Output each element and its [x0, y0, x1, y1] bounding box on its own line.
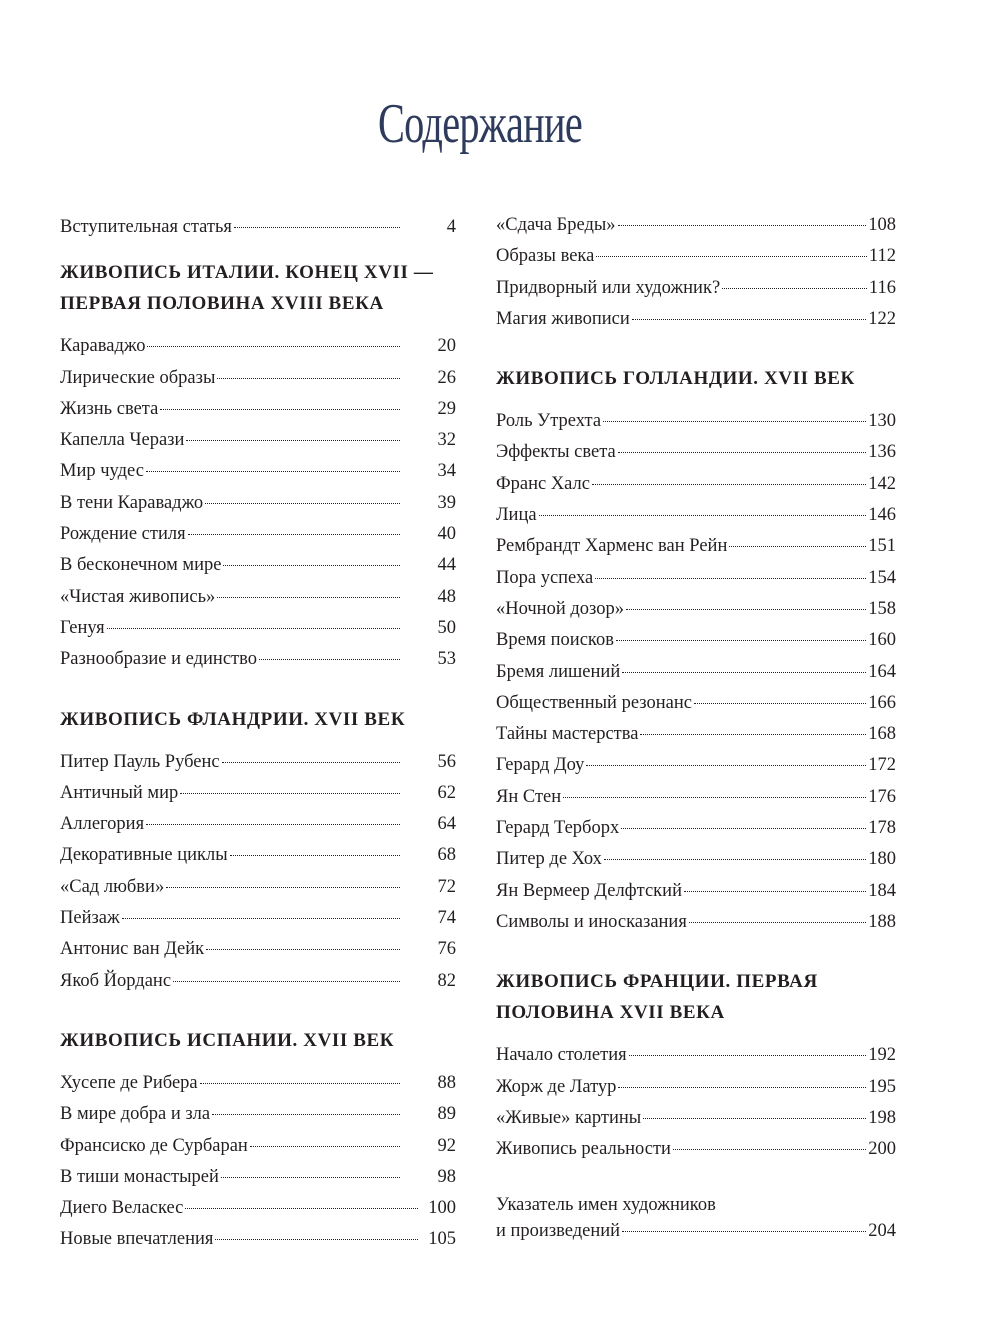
- dot-leader: [185, 1207, 418, 1209]
- section-heading: [60, 704, 456, 735]
- toc-entry-label: В тени Караваджо: [60, 492, 204, 513]
- toc-entry-label: Хусепе де Рибера: [60, 1072, 198, 1093]
- dot-leader: [604, 858, 866, 860]
- toc-entry-label: Лирические образы: [60, 367, 216, 388]
- toc-entry[interactable]: [496, 782, 896, 813]
- toc-entry[interactable]: [496, 844, 896, 875]
- toc-entry-label: «Сдача Бреды»: [496, 215, 616, 235]
- toc-entry-page: 151: [868, 536, 896, 557]
- toc-entry[interactable]: [496, 876, 896, 907]
- toc-entry-page: 180: [868, 849, 896, 870]
- dot-leader: [539, 514, 867, 516]
- toc-entry-label: «Чистая живопись»: [60, 586, 216, 607]
- dot-leader: [186, 439, 400, 441]
- toc-entry[interactable]: [496, 719, 896, 750]
- toc-entry-page: 200: [868, 1139, 896, 1160]
- toc-entry[interactable]: [496, 304, 896, 335]
- toc-entry[interactable]: [496, 594, 896, 625]
- toc-entry-page: 40: [437, 524, 456, 545]
- toc-entry-label: Франсиско де Сурбаран: [60, 1135, 248, 1156]
- toc-entry-page: 142: [868, 473, 896, 494]
- toc-entry-page: 20: [437, 336, 456, 357]
- toc-entry-label: В тиши монастырей: [60, 1166, 219, 1187]
- toc-entry-page: 56: [437, 751, 456, 772]
- toc-entry-page: 154: [868, 567, 896, 588]
- dot-leader: [173, 980, 400, 982]
- dot-leader: [122, 917, 400, 919]
- toc-entry-label: Антонис ван Дейк: [60, 939, 205, 960]
- toc-entry-label: «Ночной дозор»: [496, 598, 624, 619]
- toc-entry[interactable]: [496, 273, 896, 304]
- toc-entry[interactable]: [496, 241, 896, 272]
- toc-entry-label: Рембрандт Харменс ван Рейн: [496, 536, 728, 557]
- toc-entry-page: 158: [868, 598, 896, 619]
- dot-leader: [160, 408, 400, 410]
- toc-entry-label: Герард Терборх: [496, 818, 620, 839]
- dot-leader: [684, 890, 866, 892]
- dot-leader: [673, 1148, 866, 1150]
- toc-entry-label: Образы века: [496, 246, 595, 267]
- dot-leader: [603, 420, 866, 422]
- toc-entry-label: В мире добра и зла: [60, 1104, 211, 1125]
- toc-entry-page: 198: [868, 1107, 896, 1128]
- toc-entry-label: Новые впечатления: [60, 1229, 214, 1250]
- toc-entry-label: В бесконечном мире: [60, 555, 222, 576]
- toc-entry-label: Генуя: [60, 617, 105, 638]
- section-heading-line: ЖИВОПИСЬ ФЛАНДРИИ. XVII ВЕК: [60, 708, 406, 730]
- toc-entry-page: 44: [437, 555, 456, 576]
- toc-entry-label: Якоб Йорданс: [60, 970, 172, 991]
- toc-entry-page: 4: [446, 217, 456, 237]
- toc-entry-label: Пейзаж: [60, 908, 120, 929]
- toc-entry-label: «Сад любви»: [60, 876, 165, 897]
- dot-leader: [166, 886, 400, 888]
- toc-entry-page: 166: [868, 692, 896, 713]
- toc-entry[interactable]: [60, 747, 456, 778]
- section-heading: [60, 257, 456, 319]
- toc-entry-page: 26: [437, 367, 456, 388]
- toc-entry-label: Античный мир: [60, 782, 179, 803]
- toc-entry[interactable]: [496, 437, 896, 468]
- dot-leader: [146, 823, 400, 825]
- dot-leader: [217, 596, 400, 598]
- toc-entry[interactable]: [60, 903, 456, 934]
- toc-entry-label: Живопись реальности: [496, 1139, 671, 1160]
- toc-entry[interactable]: [496, 1103, 896, 1134]
- toc-entry-page: 76: [437, 939, 456, 960]
- toc-entry-page: 178: [868, 818, 896, 839]
- toc-entry-page: 89: [437, 1104, 456, 1125]
- toc-entry-label: Ян Стен: [496, 786, 562, 807]
- toc-entry[interactable]: [496, 1134, 896, 1165]
- toc-entry[interactable]: [496, 500, 896, 531]
- toc-entry[interactable]: [60, 425, 456, 456]
- right-sections: [496, 363, 896, 1165]
- dot-leader: [205, 502, 400, 504]
- section-heading: [60, 1025, 456, 1056]
- section-heading-line: ПОЛОВИНА XVII ВЕКА: [496, 1002, 725, 1024]
- dot-leader: [689, 921, 866, 923]
- toc-entry-page: 72: [437, 876, 456, 897]
- toc-entry-label: Разнообразие и единство: [60, 649, 257, 670]
- dot-leader: [592, 483, 866, 485]
- toc-entry[interactable]: [60, 778, 456, 809]
- toc-entry[interactable]: [60, 934, 456, 965]
- toc-entry-page: 62: [437, 782, 456, 803]
- toc-entry-page: 29: [437, 398, 456, 419]
- toc-entry-page: 112: [868, 246, 896, 267]
- toc-entry-label: Роль Утрехта: [496, 411, 602, 432]
- toc-entry[interactable]: [496, 563, 896, 594]
- dot-leader: [259, 658, 400, 660]
- dot-leader: [222, 761, 400, 763]
- toc-entry-page: 105: [428, 1229, 456, 1250]
- toc-entry[interactable]: [60, 872, 456, 903]
- toc-entry-label: Декоративные циклы: [60, 845, 228, 866]
- dot-leader: [640, 733, 866, 735]
- toc-entry-page: 98: [437, 1166, 456, 1187]
- dot-leader: [629, 1054, 867, 1056]
- section-heading-line: ЖИВОПИСЬ ГОЛЛАНДИИ. XVII ВЕК: [496, 368, 855, 390]
- dot-leader: [596, 255, 867, 257]
- toc-entry-page: 195: [868, 1076, 896, 1097]
- toc-entry-label: Жизнь света: [60, 398, 159, 419]
- toc-entry-label: Караваджо: [60, 336, 146, 357]
- toc-entry[interactable]: [60, 644, 456, 675]
- toc-entry-page: 108: [868, 215, 896, 235]
- toc-entry-label: Лица: [496, 505, 537, 526]
- toc-entry-intro[interactable]: [60, 212, 456, 243]
- dot-leader: [632, 318, 867, 320]
- toc-entry-page: 188: [868, 911, 896, 932]
- toc-entry-page: 100: [428, 1198, 456, 1219]
- toc-entry[interactable]: [496, 1040, 896, 1071]
- toc-entry[interactable]: [496, 406, 896, 437]
- toc-entry-page: 50: [437, 617, 456, 638]
- toc-entry-label: Тайны мастерства: [496, 724, 639, 745]
- toc-entry[interactable]: [60, 331, 456, 362]
- toc-entry-label: Пора успеха: [496, 567, 594, 588]
- dot-leader: [217, 377, 400, 379]
- toc-entry-label: Мир чудес: [60, 461, 144, 482]
- section-heading-line: ЖИВОПИСЬ ФРАНЦИИ. ПЕРВАЯ: [496, 971, 818, 993]
- toc-entry-label: Рождение стиля: [60, 524, 186, 545]
- dot-leader: [250, 1145, 400, 1147]
- toc-entry-label: Ян Вермеер Делфтский: [496, 880, 682, 901]
- toc-entry[interactable]: [496, 531, 896, 562]
- toc-entry-page: 39: [437, 492, 456, 513]
- toc-entry-label: Общественный резонанс: [496, 692, 692, 713]
- dot-leader: [618, 224, 867, 226]
- toc-left-column: [60, 212, 456, 1256]
- toc-entry-label: Вступительная статья: [60, 217, 232, 237]
- toc-entry[interactable]: [496, 210, 896, 241]
- toc-entry[interactable]: [60, 613, 456, 644]
- dot-leader: [212, 1113, 400, 1115]
- dot-leader: [622, 671, 866, 673]
- toc-entry[interactable]: [60, 840, 456, 871]
- toc-entry-label: Символы и иносказания: [496, 911, 687, 932]
- dot-leader: [147, 345, 400, 347]
- dot-leader: [595, 577, 866, 579]
- toc-entry[interactable]: [60, 1224, 456, 1255]
- toc-entry-page: 92: [437, 1135, 456, 1156]
- toc-entry-label: Жорж де Латур: [496, 1076, 617, 1097]
- toc-entry-page: 130: [868, 411, 896, 432]
- toc-entry-label: Питер де Хох: [496, 849, 602, 870]
- toc-entry[interactable]: [496, 907, 896, 938]
- toc-entry-label: Франс Халс: [496, 473, 590, 494]
- toc-entry[interactable]: [60, 550, 456, 581]
- toc-entry[interactable]: [60, 394, 456, 425]
- dot-leader: [230, 854, 400, 856]
- dot-leader: [622, 1230, 866, 1232]
- section-heading: [496, 363, 896, 394]
- toc-entry-page: 116: [868, 277, 896, 298]
- toc-entry-label-line2: и произведений: [496, 1221, 621, 1242]
- toc-entry-page: 184: [868, 880, 896, 901]
- toc-entry[interactable]: [60, 809, 456, 840]
- toc-entry-page: 32: [437, 430, 456, 451]
- toc-entry[interactable]: [496, 469, 896, 500]
- toc-entry-index[interactable]: [496, 1193, 896, 1245]
- toc-entry-page: 122: [868, 308, 896, 329]
- toc-entry-page: 176: [868, 786, 896, 807]
- toc-entry-label-line1: Указатель имен художников: [496, 1195, 716, 1216]
- toc-entry[interactable]: [60, 1162, 456, 1193]
- toc-entry-label: Магия живописи: [496, 308, 630, 329]
- toc-entry-page: 192: [868, 1045, 896, 1066]
- toc-entry-page: 164: [868, 661, 896, 682]
- toc-entry-page: 34: [437, 461, 456, 482]
- toc-entry-page: 136: [868, 442, 896, 463]
- dot-leader: [722, 287, 867, 289]
- toc-entry[interactable]: [496, 1072, 896, 1103]
- left-sections: [60, 257, 456, 1255]
- toc-entry-page: 68: [437, 845, 456, 866]
- toc-right-column: [496, 210, 896, 1245]
- dot-leader: [626, 608, 866, 610]
- dot-leader: [234, 226, 400, 228]
- section-heading-line: ЖИВОПИСЬ ИТАЛИИ. КОНЕЦ XVII —: [60, 262, 434, 284]
- toc-entry-label: Герард Доу: [496, 755, 585, 776]
- dot-leader: [221, 1176, 400, 1178]
- dot-leader: [643, 1117, 866, 1119]
- toc-entry[interactable]: [60, 582, 456, 613]
- toc-entry-label: Аллегория: [60, 814, 145, 835]
- toc-entry-label: Время поисков: [496, 630, 614, 651]
- toc-entry-label: «Живые» картины: [496, 1107, 642, 1128]
- toc-entry-page: 64: [437, 814, 456, 835]
- dot-leader: [180, 792, 400, 794]
- dot-leader: [107, 627, 400, 629]
- section-heading-line: ПЕРВАЯ ПОЛОВИНА XVIII ВЕКА: [60, 293, 384, 315]
- toc-entry[interactable]: [60, 1068, 456, 1099]
- toc-entry-line2: [496, 1218, 896, 1245]
- toc-entry-label: Диего Веласкес: [60, 1198, 184, 1219]
- dot-leader: [621, 827, 866, 829]
- toc-entry[interactable]: [60, 966, 456, 997]
- toc-entry[interactable]: [60, 488, 456, 519]
- dot-leader: [215, 1238, 418, 1240]
- dot-leader: [206, 948, 400, 950]
- toc-entry-label: Капелла Черази: [60, 430, 185, 451]
- toc-entry[interactable]: [60, 456, 456, 487]
- toc-entry-label: Эффекты света: [496, 442, 616, 463]
- toc-entry[interactable]: [496, 688, 896, 719]
- dot-leader: [200, 1082, 400, 1084]
- page-title: Содержание: [377, 93, 583, 155]
- toc-entry-page: 146: [868, 505, 896, 526]
- dot-leader: [223, 564, 400, 566]
- section-heading: [496, 966, 896, 1028]
- toc-entry[interactable]: [60, 363, 456, 394]
- toc-entry[interactable]: [496, 750, 896, 781]
- dot-leader: [729, 545, 866, 547]
- toc-entry-page: 82: [437, 970, 456, 991]
- right-continued-items: [496, 210, 896, 335]
- toc-entry-page: 48: [437, 586, 456, 607]
- toc-entry[interactable]: [60, 519, 456, 550]
- dot-leader: [618, 451, 867, 453]
- toc-entry-label: Начало столетия: [496, 1045, 627, 1066]
- toc-entry-page: 74: [437, 908, 456, 929]
- toc-entry-page: 160: [868, 630, 896, 651]
- dot-leader: [146, 470, 400, 472]
- toc-entry-page: 172: [868, 755, 896, 776]
- toc-entry[interactable]: [60, 1193, 456, 1224]
- dot-leader: [694, 702, 866, 704]
- toc-entry-label: Бремя лишений: [496, 661, 621, 682]
- toc-entry-page: 53: [437, 649, 456, 670]
- toc-entry-page: 204: [868, 1221, 896, 1242]
- dot-leader: [616, 639, 866, 641]
- dot-leader: [563, 796, 866, 798]
- toc-entry[interactable]: [60, 1131, 456, 1162]
- toc-entry[interactable]: [496, 625, 896, 656]
- toc-entry[interactable]: [496, 657, 896, 688]
- toc-entry[interactable]: [496, 813, 896, 844]
- toc-entry-page: 88: [437, 1072, 456, 1093]
- dot-leader: [188, 533, 400, 535]
- toc-entry[interactable]: [60, 1099, 456, 1130]
- toc-entry-label: Питер Пауль Рубенс: [60, 751, 220, 772]
- toc-entry-label: Придворный или художник?: [496, 277, 721, 298]
- section-heading-line: ЖИВОПИСЬ ИСПАНИИ. XVII ВЕК: [60, 1029, 395, 1051]
- toc-entry-page: 168: [868, 724, 896, 745]
- dot-leader: [618, 1086, 866, 1088]
- dot-leader: [586, 764, 866, 766]
